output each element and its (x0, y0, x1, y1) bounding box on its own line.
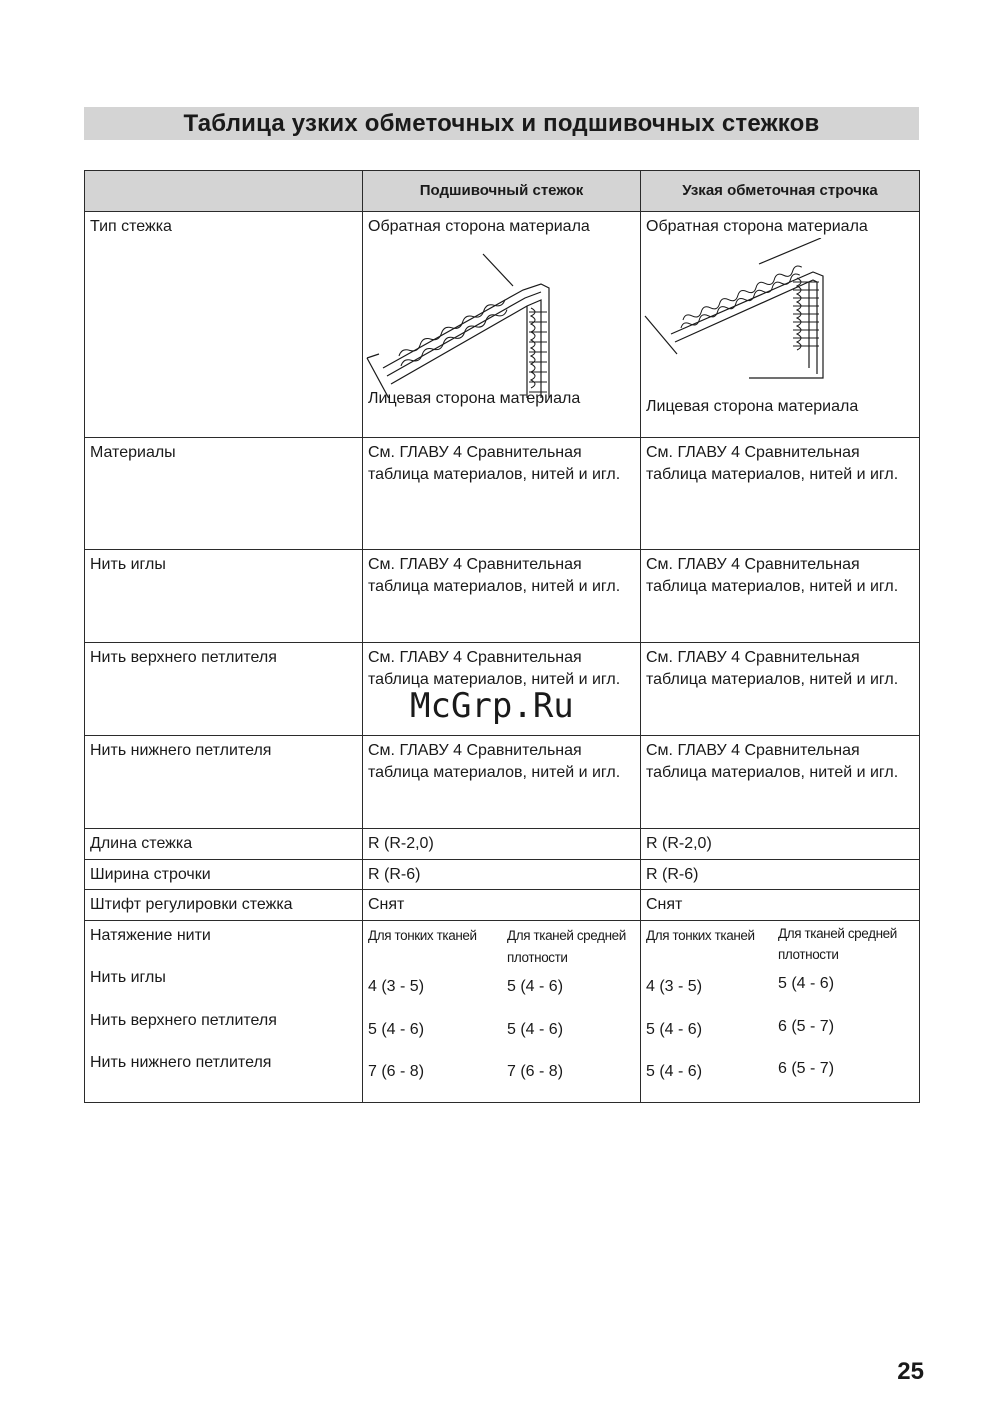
hem-value: См. ГЛАВУ 4 Сравнительная таблица материалов, нитей и игл. (363, 736, 641, 829)
needle-thin-value: 4 (3 - 5) (368, 977, 425, 995)
row-label: Штифт регулировки стежка (85, 890, 363, 921)
hem-value: См. ГЛАВУ 4 Сравнительная таблица материалов, нитей и игл. (363, 438, 641, 550)
needle-medium-value: 5 (4 - 6) (778, 974, 835, 992)
needle-thin-value: 4 (3 - 5) (646, 977, 703, 995)
medium-fabric-header: Для тканей средней (778, 925, 897, 941)
overlock-stitch-diagram (641, 238, 911, 398)
hem-stitch-diagram (363, 238, 633, 398)
table-row (85, 859, 920, 890)
header-empty (85, 171, 363, 212)
needle-thread-label: Нить иглы (90, 968, 166, 986)
hem-tension-cell (363, 920, 641, 1102)
upper-medium-value: 5 (4 - 6) (507, 1020, 564, 1038)
row-label: Нить иглы (85, 550, 363, 643)
row-label: Ширина строчки (85, 859, 363, 890)
header-overlock-stitch: Узкая обметочная строчка (641, 171, 920, 212)
table-row (85, 920, 920, 1102)
overlock-value: Снят (641, 890, 920, 921)
thin-fabric-header: Для тонких тканей (368, 927, 477, 943)
medium-fabric-header-line2: плотности (507, 949, 568, 965)
medium-fabric-header: Для тканей средней (507, 927, 626, 943)
thin-fabric-header: Для тонких тканей (646, 927, 755, 943)
table-row (85, 890, 920, 921)
hem-value: См. ГЛАВУ 4 Сравнительная таблица материалов, нитей и игл. (363, 643, 641, 736)
wrong-side-label: Обратная сторона материала (368, 218, 590, 235)
lower-medium-value: 6 (5 - 7) (778, 1059, 835, 1077)
upper-thin-value: 5 (4 - 6) (368, 1020, 425, 1038)
overlock-value: См. ГЛАВУ 4 Сравнительная таблица материалов, нитей и игл. (641, 736, 920, 829)
row-label: Длина стежка (85, 829, 363, 860)
upper-looper-label: Нить верхнего петлителя (90, 1011, 277, 1029)
upper-thin-value: 5 (4 - 6) (646, 1020, 703, 1038)
page-title: Таблица узких обметочных и подшивочных стежков (183, 109, 820, 137)
row-label: Нить нижнего петлителя (85, 736, 363, 829)
title-bar (84, 107, 919, 140)
stitch-table (84, 170, 920, 1103)
hem-diagram-cell (363, 212, 641, 438)
overlock-value: R (R-6) (641, 859, 920, 890)
overlock-diagram-cell (641, 212, 920, 438)
row-label: Нить верхнего петлителя (85, 643, 363, 736)
upper-medium-value: 6 (5 - 7) (778, 1017, 835, 1035)
wrong-side-label: Обратная сторона материала (646, 218, 868, 235)
overlock-value: См. ГЛАВУ 4 Сравнительная таблица материалов, нитей и игл. (641, 550, 920, 643)
watermark: McGrp.Ru (410, 686, 574, 726)
lower-looper-label: Нить нижнего петлителя (90, 1053, 272, 1071)
hem-value: R (R-6) (363, 859, 641, 890)
table-row (85, 736, 920, 829)
table-row (85, 829, 920, 860)
lower-thin-value: 5 (4 - 6) (646, 1062, 703, 1080)
page-number: 25 (897, 1358, 924, 1385)
right-side-label: Лицевая сторона материала (368, 389, 581, 407)
table-row (85, 438, 920, 550)
right-side-label: Лицевая сторона материала (646, 397, 859, 415)
needle-medium-value: 5 (4 - 6) (507, 977, 564, 995)
row-label: Материалы (85, 438, 363, 550)
hem-value: См. ГЛАВУ 4 Сравнительная таблица материалов, нитей и игл. (363, 550, 641, 643)
table-row (85, 212, 920, 438)
table-row (85, 550, 920, 643)
tension-label-cell (85, 920, 363, 1102)
row-label: Тип стежка (85, 212, 363, 438)
row-label: Натяжение нити (90, 926, 211, 944)
overlock-value: R (R-2,0) (641, 829, 920, 860)
medium-fabric-header-line2: плотности (778, 946, 839, 962)
table-header-row (85, 171, 920, 212)
header-hem-stitch: Подшивочный стежок (363, 171, 641, 212)
overlock-tension-cell (641, 920, 920, 1102)
hem-value: R (R-2,0) (363, 829, 641, 860)
overlock-value: См. ГЛАВУ 4 Сравнительная таблица материалов, нитей и игл. (641, 643, 920, 736)
hem-value: Снят (363, 890, 641, 921)
overlock-value: См. ГЛАВУ 4 Сравнительная таблица материалов, нитей и игл. (641, 438, 920, 550)
lower-medium-value: 7 (6 - 8) (507, 1062, 564, 1080)
lower-thin-value: 7 (6 - 8) (368, 1062, 425, 1080)
